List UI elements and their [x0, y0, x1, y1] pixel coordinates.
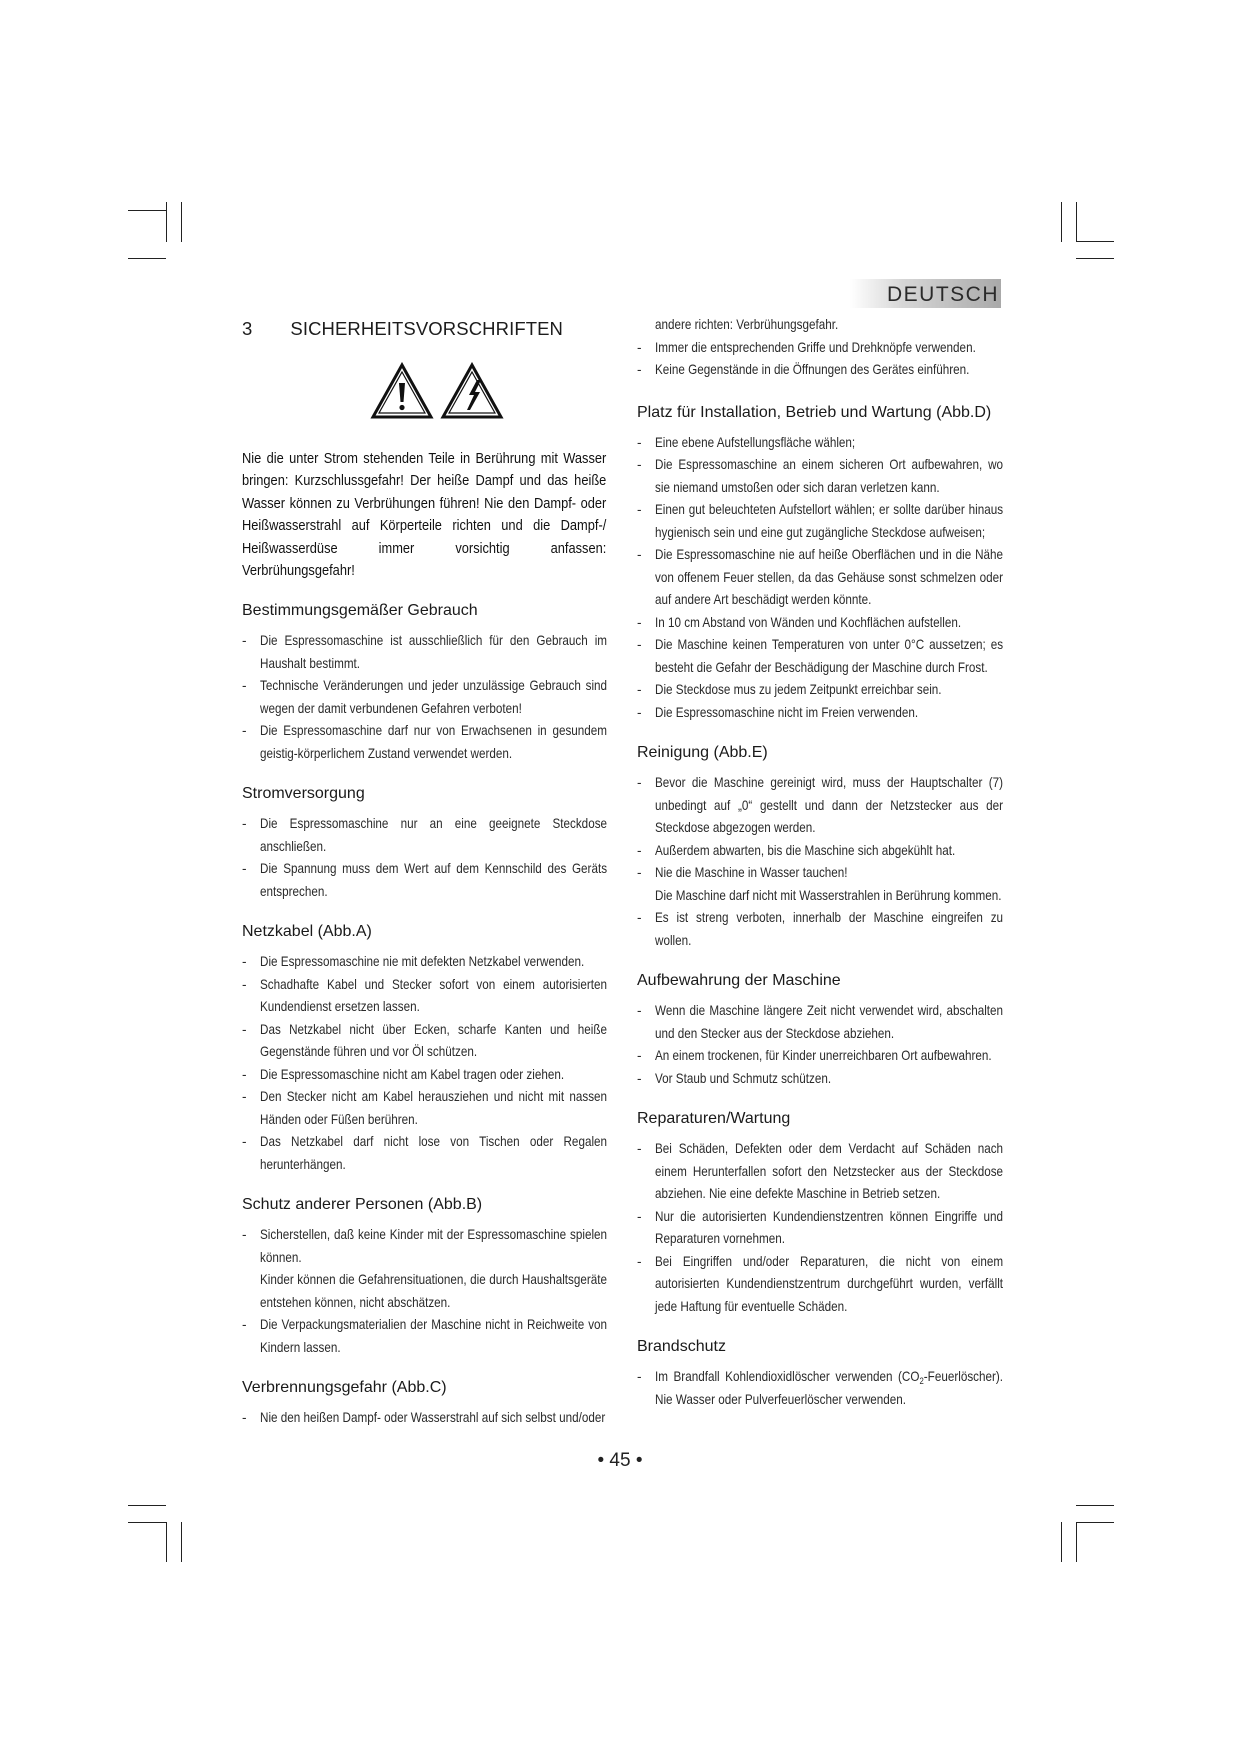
list-item: andere richten: Verbrühungsgefahr. [655, 317, 839, 332]
list-item: - Nie den heißen Dampf- oder Wasserstrahl auf sich selbst und/oder [242, 1407, 607, 1430]
crop-mark [128, 210, 166, 211]
heading-burn-hazard: Verbrennungsgefahr (Abb.C) [242, 1379, 447, 1397]
list-burn-hazard-continued [637, 314, 1003, 382]
list-item: - Die Espressomaschine ist ausschließlich für den Gebrauch im Haushalt bestimmt. [242, 630, 607, 675]
language-label: DEUTSCH [886, 283, 999, 306]
list-item: - Bei Schäden, Defekten oder dem Verdacht auf Schäden nach einem Herunterfallen sofort den Netzstecker aus der Steckdose abziehen. Nie eine defekte Maschine in Betrieb setzen. [637, 1138, 1003, 1206]
crop-mark [166, 202, 167, 242]
heading-intended-use: Bestimmungsgemäßer Gebrauch [242, 602, 478, 620]
crop-mark [1076, 1522, 1114, 1523]
heading-cleaning: Reinigung (Abb.E) [637, 744, 768, 761]
language-tab [850, 279, 1001, 308]
list-item: - Die Espressomaschine nie mit defekten Netzkabel verwenden. [242, 951, 607, 974]
crop-mark [1076, 241, 1114, 242]
list-item: - Das Netzkabel nicht über Ecken, scharfe Kanten und heiße Gegenstände führen und vor Öl schützen. [242, 1019, 607, 1064]
list-item: - Technische Veränderungen und jeder unzulässige Gebrauch sind wegen der damit verbundenen Gefahren verboten! [242, 675, 607, 720]
list-item: - Es ist streng verboten, innerhalb der Maschine eingreifen zu wollen. [637, 907, 1003, 952]
list-item: - Schadhafte Kabel und Stecker sofort von einem autorisierten Kundendienst ersetzen lassen. [242, 974, 607, 1019]
list-item: - Einen gut beleuchteten Aufstellort wählen; er sollte darüber hinaus hygienisch sein und eine gut zugängliche Steckdose aufweisen; [637, 499, 1003, 544]
list-item: - Die Espressomaschine nur an eine geeignete Steckdose anschließen. [242, 813, 607, 858]
section-title: SICHERHEITSVORSCHRIFTEN [290, 318, 564, 339]
list-item: - Das Netzkabel darf nicht lose von Tischen oder Regalen herunterhängen. [242, 1131, 607, 1176]
list-item: Kinder können die Gefahrensituationen, die durch Haushaltsgeräte entstehen können, nicht abschätzen. [260, 1272, 608, 1310]
crop-mark [1076, 258, 1114, 259]
list-repairs [637, 1138, 1003, 1318]
list-item: - Die Espressomaschine nicht am Kabel tragen oder ziehen. [242, 1064, 607, 1087]
list-protect-others [242, 1224, 607, 1359]
heading-power-cord: Netzkabel (Abb.A) [242, 923, 372, 941]
list-item: - Im Brandfall Kohlendioxidlöscher verwenden $(CO_2-Feuerlöscher)$. Nie Wasser oder Pulverfeuerlöscher verwenden. [637, 1366, 1003, 1411]
list-item: - Die Spannung muss dem Wert auf dem Kennschild des Geräts entsprechen. [242, 858, 607, 903]
warning-icons [267, 362, 607, 420]
crop-mark [1076, 202, 1077, 242]
crop-mark [166, 1522, 167, 1562]
crop-mark [128, 1505, 166, 1506]
list-item: - Die Espressomaschine an einem sicheren Ort aufbewahren, wo sie niemand umstoßen oder sich daran verletzen kann. [637, 454, 1003, 499]
crop-mark [1061, 202, 1062, 242]
list-item: - Die Espressomaschine nie auf heiße Oberflächen und in die Nähe von offenem Feuer stellen, da das Gehäuse sonst schmelzen oder auf andere Art beschädigt werden könnte. [637, 544, 1003, 612]
page-number: • 45 • [597, 1450, 643, 1471]
heading-protect-others: Schutz anderer Personen (Abb.B) [242, 1196, 483, 1214]
list-item: - Eine ebene Aufstellungsfläche wählen; [637, 432, 1003, 455]
section-heading [242, 318, 607, 340]
list-intended-use [242, 630, 607, 765]
crop-mark [1076, 1522, 1077, 1562]
list-installation [637, 432, 1003, 725]
heading-fire-safety: Brandschutz [637, 1338, 726, 1355]
warning-exclamation-icon [370, 362, 434, 420]
list-burn-hazard [242, 1407, 607, 1430]
list-item: Die Maschine darf nicht mit Wasserstrahlen in Berührung kommen. [655, 887, 1002, 903]
list-item: - An einem trockenen, für Kinder unerreichbaren Ort aufbewahren. [637, 1045, 1003, 1068]
heading-storage: Aufbewahrung der Maschine [637, 972, 841, 989]
list-item: - Immer die entsprechenden Griffe und Drehknöpfe verwenden. [637, 337, 1003, 360]
list-storage [637, 1000, 1003, 1090]
list-cleaning [637, 772, 1003, 952]
list-fire-safety [637, 1366, 1003, 1411]
crop-mark [181, 1522, 182, 1562]
list-item: - Außerdem abwarten, bis die Maschine sich abgekühlt hat. [637, 840, 1003, 863]
list-item: - Die Espressomaschine nicht im Freien verwenden. [637, 702, 1003, 725]
list-item: - Wenn die Maschine längere Zeit nicht verwendet wird, abschalten und den Stecker aus der Steckdose abziehen. [637, 1000, 1003, 1045]
list-item: - Die Verpackungsmaterialien der Maschine nicht in Reichweite von Kindern lassen. [242, 1314, 607, 1359]
crop-mark [128, 1522, 166, 1523]
list-item: - In 10 cm Abstand von Wänden und Kochflächen aufstellen. [637, 612, 1003, 635]
list-item: - Nur die autorisierten Kundendienstzentren können Eingriffe und Reparaturen vornehmen. [637, 1206, 1003, 1251]
heading-power-supply: Stromversorgung [242, 785, 365, 803]
list-item: - Bei Eingriffen und/oder Reparaturen, die nicht von einem autorisierten Kundendienstzentrum durchgeführt wurden, verfällt jede Haftung für eventuelle Schäden. [637, 1251, 1003, 1319]
heading-repairs: Reparaturen/Wartung [637, 1110, 791, 1127]
list-item: - Bevor die Maschine gereinigt wird, muss der Hauptschalter (7) unbedingt auf „0“ gestellt und dann der Netzstecker aus der Steckdose abgezogen werden. [637, 772, 1003, 840]
section-number: 3 [242, 318, 253, 339]
warning-text: Nie die unter Strom stehenden Teile in Berührung mit Wasser bringen: Kurzschlussgefahr! Der heiße Dampf und das heiße Wasser können zu Verbrühungen führen! Nie den Dampf- oder Heißwasserstrahl auf Körperteile richten und die Dampf-/ Heißwasserdüse immer vorsichtig anfassen: Verbrühungsgefahr! [242, 451, 607, 580]
warning-electric-icon [440, 362, 504, 420]
list-item: - Vor Staub und Schmutz schützen. [637, 1068, 1003, 1091]
list-item: - Die Maschine keinen Temperaturen von unter 0°C aussetzen; es besteht die Gefahr der Beschädigung der Maschine durch Frost. [637, 634, 1003, 679]
list-item: - Den Stecker nicht am Kabel herausziehen und nicht mit nassen Händen oder Füßen berühren. [242, 1086, 607, 1131]
list-item: - Die Steckdose mus zu jedem Zeitpunkt erreichbar sein. [637, 679, 1003, 702]
crop-mark [1061, 1522, 1062, 1562]
list-item: - Die Espressomaschine darf nur von Erwachsenen in gesundem geistig-körperlichem Zustand verwendet werden. [242, 720, 607, 765]
list-power-cord [242, 951, 607, 1176]
list-power-supply [242, 813, 607, 903]
heading-installation: Platz für Installation, Betrieb und Wartung (Abb.D) [637, 403, 992, 421]
crop-mark [128, 258, 166, 259]
crop-mark [1076, 1505, 1114, 1506]
list-item: - Keine Gegenstände in die Öffnungen des Gerätes einführen. [637, 359, 1003, 382]
crop-mark [181, 202, 182, 242]
left-column [242, 312, 607, 1430]
right-column [637, 314, 1003, 1411]
list-item: - Sicherstellen, daß keine Kinder mit der Espressomaschine spielen können. [242, 1224, 607, 1269]
list-item: - Nie die Maschine in Wasser tauchen! [637, 862, 1003, 885]
